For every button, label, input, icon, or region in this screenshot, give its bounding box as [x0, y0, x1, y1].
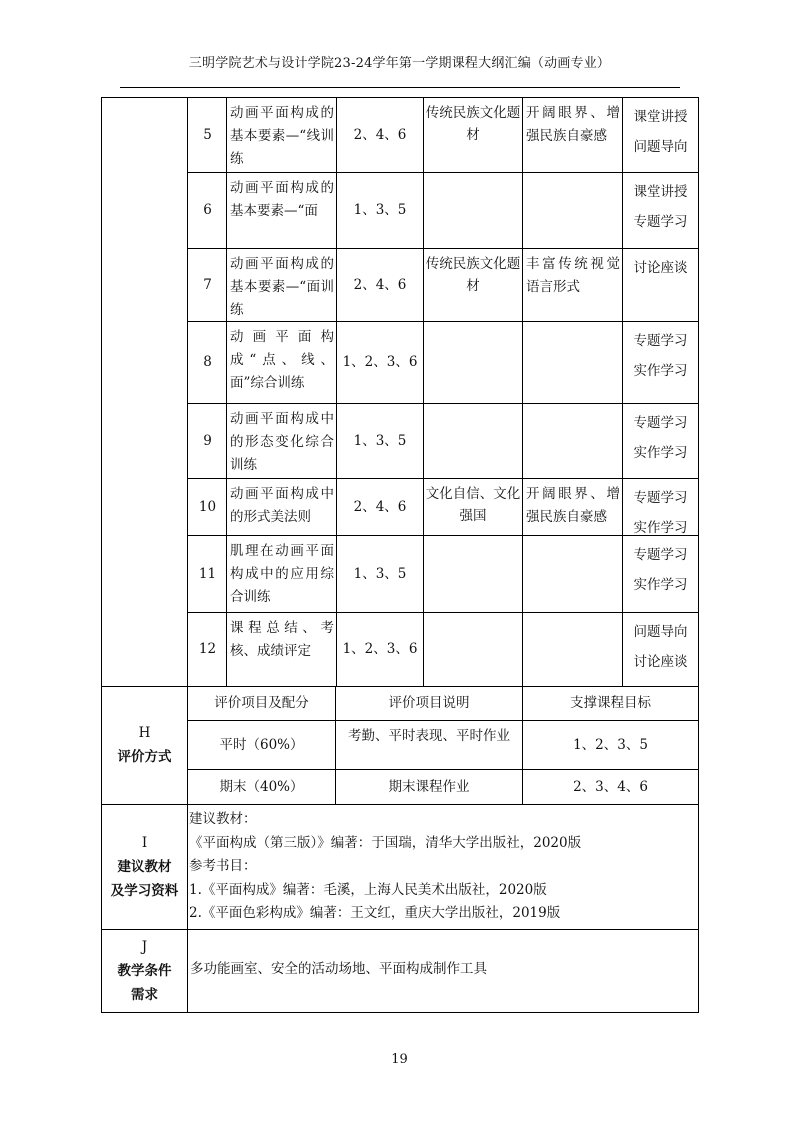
materials-line: 建议教材： — [189, 811, 257, 827]
week-number: 11 — [198, 565, 217, 582]
teaching-method: 课堂讲授 — [633, 184, 688, 200]
teaching-method: 专题学习 — [633, 214, 688, 230]
ideology-element — [424, 322, 522, 403]
course-objectives: 1、3、5 — [353, 565, 407, 582]
education-goal — [523, 322, 622, 403]
teaching-content: 课程总结、考核、成绩评定 — [230, 620, 334, 659]
eval-row-usual-targets: 1、2、3、5 — [573, 736, 648, 753]
conditions-content: 多功能画室、安全的活动场地、平面构成制作工具 — [190, 961, 487, 977]
ideology-element: 传统民族文化题材 — [425, 105, 521, 143]
conditions-label — [102, 930, 187, 1012]
materials-line: 1.《平面构成》编著：毛溪，上海人民美术出版社，2020版 — [189, 881, 547, 898]
conditions-code: J — [141, 939, 148, 955]
eval-row-final-desc: 期末课程作业 — [388, 778, 470, 795]
week-number: 6 — [203, 202, 212, 218]
teaching-methods — [623, 173, 698, 248]
eval-row-final-targets: 2、3、4、6 — [573, 778, 648, 795]
course-objectives: 1、3、5 — [353, 432, 407, 449]
teaching-methods — [623, 404, 698, 478]
teaching-content: 动画平面构成“点、线、面”综合训练 — [230, 329, 334, 391]
week-number: 8 — [203, 354, 212, 370]
eval-row-usual-item: 平时（60%） — [219, 736, 304, 753]
education-goal — [523, 173, 622, 248]
teaching-content: 动画平面构成中的形式美法则 — [230, 486, 334, 525]
teaching-content: 肌理在动画平面构成中的应用综合训练 — [230, 543, 334, 605]
eval-header-item: 评价项目及配分 — [214, 694, 309, 711]
header-rule — [120, 87, 680, 88]
week-number: 7 — [203, 276, 212, 293]
materials-line: 2.《平面色彩构成》编著：王文红，重庆大学出版社，2019版 — [189, 905, 561, 921]
course-objectives: 2、4、6 — [353, 126, 407, 143]
teaching-methods — [623, 479, 698, 535]
teaching-methods — [623, 98, 698, 172]
materials-code: I — [141, 835, 148, 851]
conditions-title-2: 需求 — [131, 987, 158, 1003]
education-goal: 开阔眼界、增强民族自豪感 — [526, 105, 620, 144]
conditions-title-1: 教学条件 — [117, 963, 172, 979]
eval-row-usual-desc: 考勤、平时表现、平时作业 — [348, 728, 510, 744]
teaching-method: 专题学习 — [633, 490, 688, 506]
materials-content — [188, 805, 698, 929]
course-objectives: 2、4、6 — [353, 276, 407, 293]
materials-title-1: 建议教材 — [117, 859, 172, 875]
teaching-method: 专题学习 — [633, 415, 688, 431]
teaching-method: 专题学习 — [633, 547, 688, 563]
teaching-method: 实作学习 — [633, 520, 688, 536]
teaching-method: 实作学习 — [633, 363, 688, 379]
education-goal — [523, 404, 622, 478]
page-header: 三明学院艺术与设计学院23-24学年第一学期课程大纲汇编（动画专业） — [188, 56, 611, 71]
teaching-methods — [623, 536, 698, 612]
course-objectives: 1、2、3、6 — [342, 354, 418, 370]
ideology-element — [424, 613, 522, 686]
teaching-method: 实作学习 — [633, 577, 688, 593]
course-objectives: 2、4、6 — [353, 498, 407, 515]
materials-line: 参考书目： — [189, 858, 257, 874]
ideology-element — [424, 173, 522, 248]
materials-label — [102, 805, 187, 929]
course-objectives: 1、2、3、6 — [342, 641, 418, 657]
teaching-methods — [623, 249, 698, 321]
teaching-methods — [623, 322, 698, 403]
teaching-method: 讨论座谈 — [633, 654, 688, 670]
evaluation-title: 评价方式 — [117, 749, 172, 765]
materials-title-2: 及学习资料 — [110, 883, 179, 899]
eval-header-desc: 评价项目说明 — [388, 694, 470, 711]
week-number: 5 — [203, 126, 212, 143]
teaching-method: 课堂讲授 — [633, 109, 688, 125]
teaching-method: 实作学习 — [633, 445, 688, 461]
teaching-content: 动画平面构成的基本要素—“线训练 — [230, 105, 334, 167]
education-goal: 开阔眼界、增强民族自豪感 — [526, 486, 620, 525]
evaluation-label — [102, 686, 187, 804]
teaching-method: 问题导向 — [633, 624, 688, 640]
teaching-method: 讨论座谈 — [633, 260, 688, 276]
course-objectives: 1、3、5 — [353, 202, 407, 218]
teaching-content: 动画平面构成的基本要素—“面 — [230, 180, 334, 219]
week-number: 12 — [198, 641, 217, 657]
eval-header-targets: 支撑课程目标 — [570, 694, 651, 711]
education-goal — [523, 536, 622, 612]
ideology-element — [424, 536, 522, 612]
teaching-content: 动画平面构成的基本要素—“面训练 — [230, 256, 334, 318]
teaching-method: 问题导向 — [633, 139, 688, 155]
education-goal — [523, 613, 622, 686]
teaching-content: 动画平面构成中的形态变化综合训练 — [230, 411, 334, 473]
materials-line: 《平面构成（第三版）》编著：于国瑞，清华大学出版社，2020版 — [189, 834, 582, 851]
week-number: 9 — [203, 432, 212, 449]
ideology-element — [424, 404, 522, 478]
week-number: 10 — [198, 498, 217, 515]
ideology-element: 传统民族文化题材 — [425, 256, 521, 294]
evaluation-code: H — [138, 725, 151, 741]
teaching-method: 专题学习 — [633, 333, 688, 349]
education-goal: 丰富传统视觉语言形式 — [526, 256, 620, 295]
page-number: 19 — [391, 1052, 408, 1067]
teaching-methods — [623, 613, 698, 686]
ideology-element: 文化自信、文化强国 — [425, 486, 521, 524]
eval-row-final-item: 期末（40%） — [219, 778, 304, 795]
